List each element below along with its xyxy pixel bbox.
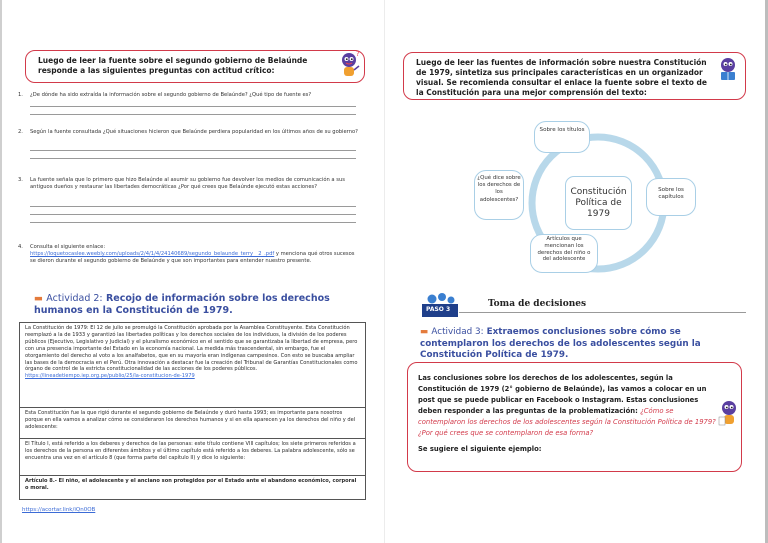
question-2-number: 2. [18, 129, 23, 135]
diagram-node-top-label: Sobre los títulos [539, 127, 585, 133]
page-fold [384, 0, 385, 543]
diagram-center-node: Constitución Política de 1979 [565, 176, 632, 230]
constitution-row-2: Esta Constitución fue la que rigió durante el segundo gobierno de Belaúnde y duró hasta 1993; es importante para nosotros porque en ella vamos a analizar cómo se consideraron los derechos humanos y si en ella aparecen ya los derechos del niño y del adolescente: [20, 407, 365, 438]
question-3-text: La fuente señala que lo primero que hizo Belaúnde al asumir su gobierno fue devolver los medios de comunicación a sus antiguos dueños y restaurar las libertades democráticas ¿Por qué crees que Belaúnde ejecutó estas acciones? [30, 177, 345, 191]
paso-rule [459, 312, 746, 313]
question-4 [18, 244, 360, 266]
activity-3-title [420, 327, 745, 362]
constitution-text-box [19, 322, 366, 500]
question-4-link[interactable]: https://loquetocaslee.weebly.com/uploads/2/4/1/4/24140689/segundo_belaunde_terry__2_.pdf [30, 251, 275, 258]
conclusion-question: ¿Cómo se contemplaron los derechos de los adolescentes según la Constitución Política de 1979? ¿Por qué crees que se contemplaron de esa forma? [418, 407, 716, 437]
svg-text:?: ? [356, 50, 360, 58]
question-2 [18, 129, 360, 136]
question-3-number: 3. [18, 177, 23, 183]
answer-lines-3[interactable] [30, 199, 356, 223]
answer-lines-1[interactable] [30, 99, 356, 115]
diagram-node-top [534, 121, 590, 153]
right-intro-card [403, 52, 746, 100]
question-1-text: ¿De dónde ha sido extraída la información sobre el segundo gobierno de Belaúnde? ¿Qué tipo de fuente es? [30, 92, 312, 98]
question-4-text-after: y menciona qué otros sucesos se dieron durante el segundo gobierno de Belaúnde y que son importantes para entender nuestro presente. [30, 251, 355, 265]
constitution-row-1-text: La Constitución de 1979: El 12 de julio se promulgó la Constitución aprobada por la Asamblea Constituyente. Esta Constitución reemplazó a la de 1933 y garantizó las libertades políticas y los derechos sociales de los individuos, la división de los poderes públicos (Ejecutivo, Legislativo y Judicial) y el pluralismo económico en el sentido que se garantizaba la libertad de empresa, pero con una presencia importante del Estado en la economía nacional. La medida más trascendental, sin embargo, fue el otorgamiento del derecho al voto a los analfabetos, que en su mayoría eran indígenas campesinos. Con esto se buscaba ampliar las bases de la democracia en el Perú. Otra innovación a destacar fue la creación del Tribunal de Garantías Constitucionales como órgano de control de la estricta constitucionalidad de las acciones de los poderes públicos. [25, 325, 358, 373]
activity-2-bullet-icon: ▬ [34, 293, 47, 304]
activity-3-heading: Extraemos conclusiones sobre cómo se contemplaron los derechos de los adolescentes según la Constitución Política de 1979. [420, 327, 701, 360]
question-2-text: Según la fuente consultada ¿Qué situaciones hicieron que Belaúnde perdiera popularidad en los últimos años de su gobierno? [30, 129, 358, 135]
paso-title: Toma de decisiones [488, 299, 587, 309]
answer-lines-2[interactable] [30, 143, 356, 159]
activity-3-prefix: Actividad 3: [431, 327, 484, 337]
constitution-row-3: El Título I, está referido a los deberes y derechos de las personas: este título contiene VIII capítulos; los siete primeros referidos a los derechos de la persona en diferentes ámbitos y el último capítulo está referido a los deberes. La palabra adolescente, sólo se encuentra una vez en el artículo 8 (que forma parte del capítulo II) y dice lo siguiente: [20, 438, 365, 475]
left-intro-text: Luego de leer la fuente sobre el segundo gobierno de Belaúnde responde a las siguientes preguntas con actitud crítico: [38, 56, 308, 75]
constitution-row-4: Artículo 8.- El niño, el adolescente y el anciano son protegidos por el Estado ante el abandono económico, corporal o moral. [20, 475, 365, 499]
right-intro-text: Luego de leer las fuentes de información sobre nuestra Constitución de 1979, sintetiza sus principales características en un organizador visual. Se recomienda consultar el enlace la fuente sobre el texto de la Constitución para una mejor comprensión del texto: [416, 58, 707, 97]
diagram-node-right-label: Sobre los capítulos [658, 187, 684, 200]
mascot-reading-icon [715, 55, 741, 85]
scan-edge-left [0, 0, 2, 543]
question-3 [18, 177, 360, 191]
constitution-row-1-link[interactable]: https://lineadetiempo.iep.org.pe/publio/25/la-constitucion-de-1979 [25, 373, 195, 380]
suggestion-text: Se sugiere el siguiente ejemplo: [418, 445, 542, 453]
activity-2-prefix: Actividad 2: [46, 293, 103, 304]
conclusion-lead: Las conclusiones sobre los derechos de los adolescentes, según la Constitución de 1979 (2° gobierno de Belaúnde), las vamos a colocar en un post que se puede publicar en Facebook o Instagram. Estas conclusiones deben responder a las preguntas de la problematización: [418, 374, 707, 415]
conclusion-text [418, 373, 718, 439]
paso-label: PASO 3 [426, 306, 451, 313]
diagram-node-left-label: ¿Qué dice sobre los derechos de los adolescentes? [477, 175, 521, 203]
left-intro-card [25, 50, 365, 83]
constitution-row-1 [20, 323, 365, 407]
activity-2-title [34, 293, 364, 317]
question-1-number: 1. [18, 92, 23, 98]
mascot-writing-icon [716, 398, 742, 428]
mascot-thinking-icon [336, 50, 362, 80]
diagram-node-bottom-label: Artículos que mencionan los derechos del niño o del adolescente [537, 236, 591, 263]
activity-3-bullet-icon: ▬ [420, 327, 432, 337]
conclusion-card [407, 362, 742, 472]
question-4-text: Consulta el siguiente enlace: [30, 244, 106, 250]
question-4-number: 4. [18, 244, 23, 250]
bottom-link[interactable]: https://acortar.link/iQn0OB [22, 507, 96, 513]
activity-2-heading: Recojo de información sobre los derechos humanos en la Constitución de 1979. [34, 293, 330, 316]
